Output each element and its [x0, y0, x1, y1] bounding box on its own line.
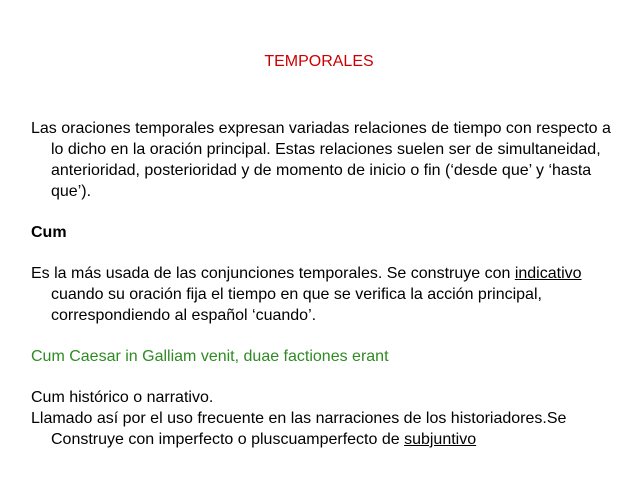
cum-description-text: Es la más usada de las conjunciones temporales. Se construye con — [31, 265, 515, 282]
historic-description-text: Llamado así por el uso frecuente en las narraciones de los historiadores.Se Construye con imperfecto o pluscuamperfecto de — [31, 410, 567, 448]
document-body — [31, 118, 611, 450]
spacer — [31, 202, 611, 222]
spacer — [31, 326, 611, 346]
page-title: TEMPORALES — [264, 53, 374, 70]
intro-paragraph: Las oraciones temporales expresan variadas relaciones de tiempo con respecto a lo dicho en la oración principal. Estas relaciones suelen ser de simultaneidad, anterioridad, posterioridad y de momento de inicio o fin (‘desde que’ y ‘hasta que’). — [31, 120, 611, 200]
spacer — [31, 367, 611, 387]
spacer — [31, 243, 611, 263]
subjuntivo-link[interactable]: subjuntivo — [404, 431, 477, 448]
cum-description — [31, 263, 611, 326]
latin-example: Cum Caesar in Galliam venit, duae factiones erant — [31, 348, 389, 365]
cum-description-text-end: cuando su oración fija el tiempo en que se verifica la acción principal, correspondiendo al español ‘cuando’. — [51, 286, 542, 324]
historic-description — [31, 408, 611, 450]
indicativo-link[interactable]: indicativo — [514, 265, 582, 282]
cum-heading: Cum — [31, 224, 67, 241]
historic-heading: Cum histórico o narrativo. — [31, 389, 214, 406]
